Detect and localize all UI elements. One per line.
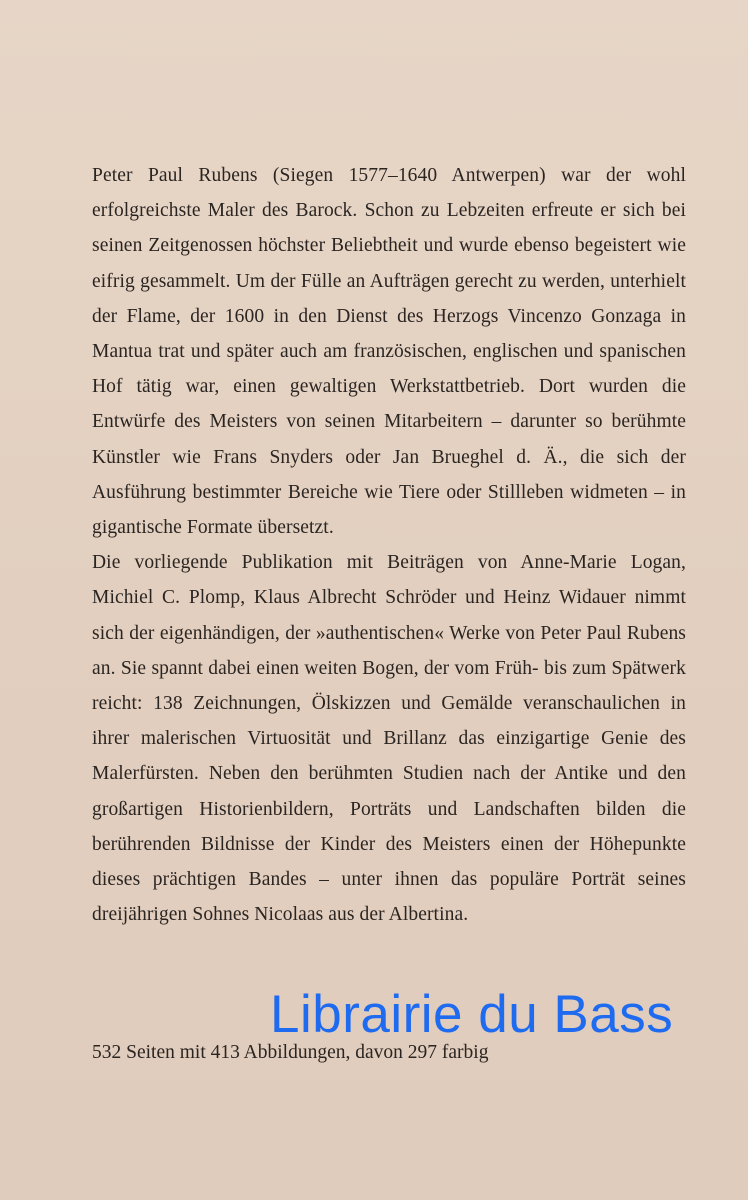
- blurb-paragraph-2: Die vorliegende Publikation mit Beiträgen von Anne-Marie Logan, Michiel C. Plomp, Klaus Albrecht Schröder und Heinz Widauer nimmt sich der eigenhändigen, der »authentischen« Werke von Peter Paul Rubens an. Sie spannt dabei einen weiten Bogen, der vom Früh- bis zum Spätwerk reicht: 138 Zeichnungen, Ölskizzen und Gemälde veranschaulichen in ihrer malerischen Virtuosität und Brillanz das einzigartige Genie des Malerfürsten. Neben den berühmten Studien nach der Antike und den großartigen Historienbildern, Porträts und Landschaften bilden die berührenden Bildnisse der Kinder des Meisters einen der Höhepunkte dieses prächtigen Bandes – unter ihnen das populäre Porträt seines dreijährigen Sohnes Nicolaas aus der Albertina.: [92, 552, 686, 926]
- page-count-note: 532 Seiten mit 413 Abbildungen, davon 297 farbig: [92, 1042, 489, 1063]
- blurb-text: [92, 158, 686, 932]
- blurb-paragraph-1: Peter Paul Rubens (Siegen 1577–1640 Antwerpen) war der wohl erfolgreichste Maler des Barock. Schon zu Lebzeiten erfreute er sich bei seinen Zeitgenossen höchster Beliebtheit und wurde ebenso begeistert wie eifrig gesammelt. Um der Fülle an Aufträgen gerecht zu werden, unterhielt der Flame, der 1600 in den Dienst des Herzogs Vincenzo Gonzaga in Mantua trat und später auch am französischen, englischen und spanischen Hof tätig war, einen gewaltigen Werkstattbetrieb. Dort wurden die Entwürfe des Meisters von seinen Mitarbeitern – darunter so berühmte Künstler wie Frans Snyders oder Jan Brueghel d. Ä., die sich der Ausführung bestimmter Bereiche wie Tiere oder Stillleben widmeten – in gigantische Formate übersetzt.: [92, 165, 686, 539]
- seller-watermark: Librairie du Bass: [270, 985, 674, 1044]
